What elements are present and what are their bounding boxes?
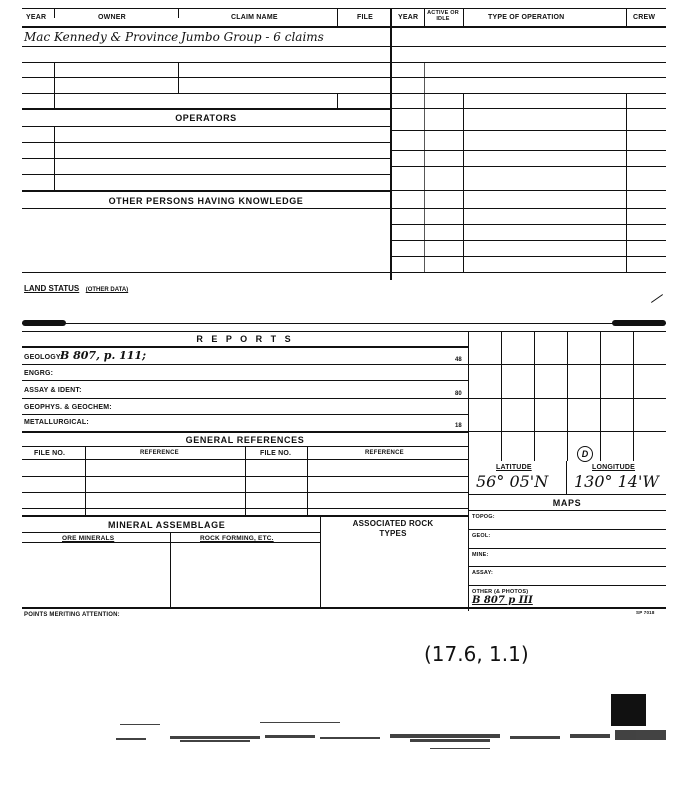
report-geology-label: GEOLOGY: <box>24 354 63 361</box>
form-number: SP 7018 <box>636 610 655 615</box>
report-assay-code: 80 <box>455 391 462 397</box>
report-engrg-label: ENGRG: <box>24 370 54 377</box>
report-metallurgical-label: METALLURGICAL: <box>24 419 89 426</box>
owner-entry: Mac Kennedy & Province <box>24 30 179 44</box>
land-status-label: LAND STATUS <box>24 284 80 293</box>
land-status <box>24 278 128 296</box>
gr-reference-1: REFERENCE <box>140 450 179 456</box>
maps-topog: TOPOG: <box>472 514 495 520</box>
scan-noise-band <box>20 718 666 752</box>
land-status-sub: (OTHER DATA) <box>85 287 129 293</box>
location-marker-label: D <box>581 449 589 459</box>
operators-heading: OPERATORS <box>175 113 237 123</box>
rock-forming-label: ROCK FORMING, ETC. <box>200 535 274 542</box>
header-owner: OWNER <box>98 14 126 21</box>
maps-assay: ASSAY: <box>472 570 494 576</box>
header-file: FILE <box>357 14 373 21</box>
header-year: YEAR <box>26 14 47 21</box>
maps-geol: GEOL: <box>472 533 491 539</box>
ore-minerals-label: ORE MINERALS <box>62 535 115 542</box>
report-metallurgical-code: 18 <box>455 423 462 429</box>
report-geology-code: 48 <box>455 357 462 363</box>
report-geophys-label: GEOPHYS. & GEOCHEM: <box>24 404 112 411</box>
header-crew: CREW <box>633 14 656 21</box>
longitude-label: LONGITUDE <box>592 464 636 471</box>
location-marker <box>577 446 593 462</box>
associated-rock-types: ASSOCIATED ROCK TYPES <box>352 519 434 538</box>
latitude-label: LATITUDE <box>496 464 532 471</box>
claim-entry: Jumbo Group - 6 claims <box>181 30 324 44</box>
maps-mine: MINE: <box>472 552 489 558</box>
report-assay-label: ASSAY & IDENT: <box>24 387 82 394</box>
other-persons-heading: OTHER PERSONS HAVING KNOWLEDGE <box>108 196 304 206</box>
reports-heading: R E P O R T S <box>196 334 294 344</box>
handwritten-coordinates: (17.6, 1.1) <box>424 642 529 666</box>
gr-reference-2: REFERENCE <box>365 450 404 456</box>
maps-heading: MAPS <box>552 498 582 508</box>
header-claim-name: CLAIM NAME <box>231 14 278 21</box>
latitude-value: 56° 05'N <box>476 472 549 491</box>
top-section <box>0 0 678 280</box>
gr-file-no-2: FILE NO. <box>260 450 292 457</box>
mineral-assemblage-heading: MINERAL ASSEMBLAGE <box>108 520 226 530</box>
report-geology-entry: B 807, p. 111; <box>60 349 147 362</box>
maps-other-entry: B 807 p III <box>472 595 533 606</box>
general-references-heading: GENERAL REFERENCES <box>185 435 305 445</box>
header-year-2: YEAR <box>398 14 419 21</box>
longitude-value: 130° 14'W <box>574 472 659 491</box>
scan-black-block <box>611 694 646 726</box>
header-type-of-operation: TYPE OF OPERATION <box>488 14 565 21</box>
gr-file-no-1: FILE NO. <box>34 450 66 457</box>
maps-other: OTHER (& PHOTOS) <box>472 589 529 595</box>
header-active-idle: ACTIVE OR IDLE <box>427 10 459 22</box>
points-meriting-attention: POINTS MERITING ATTENTION: <box>24 612 120 618</box>
